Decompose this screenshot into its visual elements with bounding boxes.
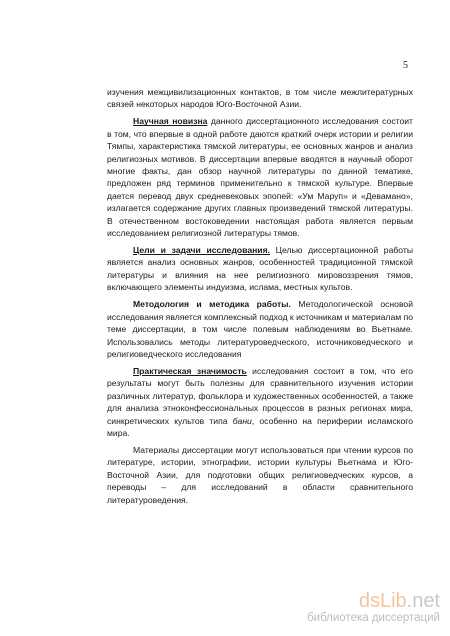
- watermark-brand-part1: dsLib: [358, 590, 407, 612]
- section-heading-practical: Практическая значимость: [133, 365, 247, 376]
- paragraph-materials: [107, 444, 413, 506]
- watermark-logo: [307, 591, 440, 611]
- paragraph-goals: [107, 244, 413, 294]
- section-heading-methodology: Методология и методика работы.: [133, 299, 291, 310]
- paragraph-text: Методологической основой исследования является комплексный подход к источникам и материалам по теме диссертации, в том числе полевым наблюдениям во Вьетнаме. Использовались методы литературоведческого, источниковедческого и религиоведческого исследования: [107, 299, 413, 359]
- watermark: [307, 591, 440, 624]
- paragraph-text: исследования состоит в том, что его результаты могут быть полезны для сравнительного изучения истории различных литератур, фольклора и художественных особенностей, а также для анализа этноконфессиональных процессов в разных регионах мира, синкретических культов типа: [107, 365, 413, 426]
- page-number: 5: [403, 60, 408, 71]
- paragraph-practical: [107, 365, 413, 439]
- paragraph-novelty: [107, 115, 413, 239]
- italic-term: бани: [232, 415, 252, 426]
- document-body: [107, 86, 413, 506]
- paragraph-text: Целью диссертационной работы является анализ основных жанров, особенностей традиционной тямской литературы и влияния на нее религиозного мировоззрения тямов, включающего элементы индуизма, ислама, местных культов.: [107, 245, 413, 293]
- paragraph-text: данного диссертационного исследования состоит в том, что впервые в одной работе даются краткий очерк истории и религии Тямпы, характеристика тямской литературы, ее основных жанров и анализ религиозных мотивов. В диссертации впервые вводятся в научный оборот многие факты, дан обзор научной литературы по данной тематике, предложен ряд терминов применительно к тямской культуре. Впервые дается перевод двух средневековых эпопей: «Ум Маруп» и «Деваманo», излагается содержание других главных произведений тямской литературы. В отечественном востоковедении настоящая работа является первым исследованием религиозной литературы тямов.: [107, 116, 413, 239]
- section-heading-goals: Цели и задачи исследования.: [133, 245, 270, 256]
- section-heading-novelty: Научная новизна: [133, 116, 208, 127]
- watermark-subtitle: библиотека диссертаций: [307, 612, 440, 624]
- paragraph-text: изучения межцивилизационных контактов, в том числе межлитературных связей некоторых народов Юго-Восточной Азии.: [107, 87, 413, 110]
- paragraph-intro: [107, 86, 413, 111]
- paragraph-text: , особенно на периферии исламского мира.: [107, 415, 413, 438]
- paragraph-methodology: [107, 298, 413, 360]
- watermark-brand-part2: .net: [406, 590, 440, 612]
- paragraph-text: Материалы диссертации могут использоваться при чтении курсов по литературе, истории, этнографии, истории культуры Вьетнама и Юго-Восточной Азии, для подготовки общих религиоведческих курсов, а переводы – для исследований в области сравнительного литературоведения.: [107, 444, 413, 505]
